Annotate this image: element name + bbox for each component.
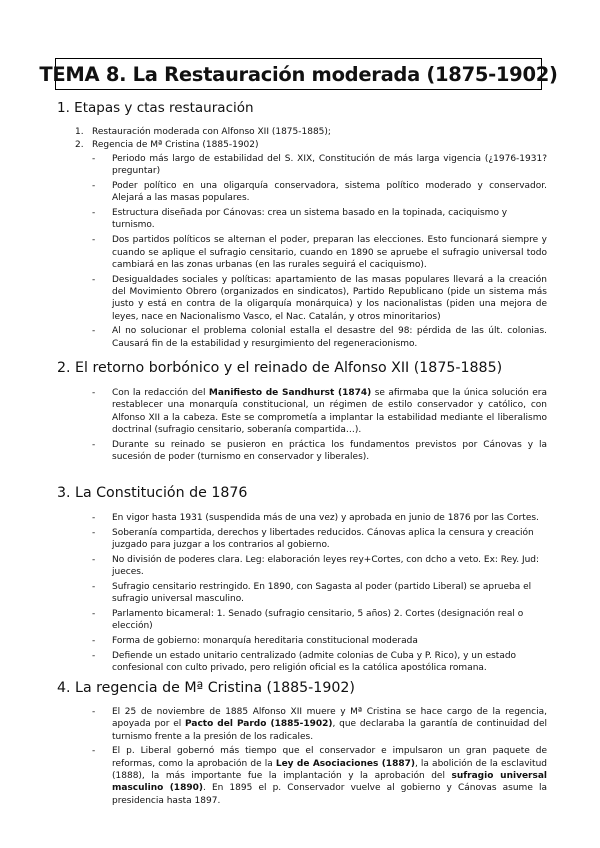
list-item: - En vigor hasta 1931 (suspendida más de una vez) y aprobada en junio de 1876 por las Cortes.	[92, 512, 547, 524]
list-item: - Desigualdades sociales y políticas: apartamiento de las masas populares llevará a la creación del Movimiento Obrero (organizados en sindicatos), Partido Republicano (pide un sistema más justo y está en contra de la oligarquía monárquica) y los nacionalistas (piden una mejora de leyes, nace en Nacionalismo Vasco, el Nac. Catalán, y otros minoritarios)	[92, 274, 547, 323]
list-item: - Parlamento bicameral: 1. Senado (sufragio censitario, 5 años) 2. Cortes (designación real o elección)	[92, 608, 547, 633]
list-item: - Con la redacción del Manifiesto de Sandhurst (1874) se afirmaba que la única solución era restablecer una monarquía constitucional, un régimen de estilo conservador y católico, con Alfonso XII a la cabeza. Este se comprometía a implantar la estabilidad mediante el liberalismo doctrinal (sufragio censitario, soberanía compartida…).	[92, 387, 547, 436]
list-item: - No división de poderes clara. Leg: elaboración leyes rey+Cortes, con dcho a veto. Ex: Rey. Jud: jueces.	[92, 554, 547, 579]
list-item: - Sufragio censitario restringido. En 1890, con Sagasta al poder (partido Liberal) se aprueba el sufragio universal masculino.	[92, 581, 547, 606]
list-item: 2. Regencia de Mª Cristina (1885-1902)	[75, 139, 259, 150]
section-3-bullets	[92, 512, 547, 677]
list-item: - Estructura diseñada por Cánovas: crea un sistema basado en la topinada, caciquismo y turnismo.	[92, 207, 547, 232]
title-box	[39, 58, 558, 90]
page-title: TEMA 8. La Restauración moderada (1875-1902)	[39, 62, 558, 86]
list-item: - Forma de gobierno: monarquía hereditaria constitucional moderada	[92, 635, 547, 647]
list-item: - Soberanía compartida, derechos y libertades reducidos. Cánovas aplica la censura y creación juzgado para juzgar a los contrarios al gobierno.	[92, 527, 547, 552]
section-2-bullets	[92, 387, 547, 466]
section-1-bullets	[92, 153, 547, 352]
section-1-numbered-list	[75, 126, 331, 151]
list-item: - Durante su reinado se pusieron en práctica los fundamentos previstos por Cánovas y la sucesión de poder (turnismo en conservador y liberales).	[92, 439, 547, 464]
section-4-bullets	[92, 706, 547, 809]
section-3-heading: 3. La Constitución de 1876	[57, 485, 248, 501]
list-item: - Dos partidos políticos se alternan el poder, preparan las elecciones. Esto funcionará siempre y cuando se aplique el sufragio censitario, cuando en 1890 se apruebe el sufragio universal todo cambiará en las zonas urbanas (en las rurales seguirá el caciquismo).	[92, 234, 547, 271]
list-item: - El 25 de noviembre de 1885 Alfonso XII muere y Mª Cristina se hace cargo de la regencia, apoyada por el Pacto del Pardo (1885-1902), que declaraba la garantía de continuidad del turnismo frente a la presión de los radicales.	[92, 706, 547, 743]
list-item: - Defiende un estado unitario centralizado (admite colonias de Cuba y P. Rico), y un estado confesional con culto privado, pero religión oficial es la católica apostólica romana.	[92, 650, 547, 675]
list-item: - Al no solucionar el problema colonial estalla el desastre del 98: pérdida de las últ. colonias. Causará fin de la estabilidad y resurgimiento del regeneracionismo.	[92, 325, 547, 350]
list-item: 1. Restauración moderada con Alfonso XII (1875-1885);	[75, 127, 331, 137]
list-item: - Periodo más largo de estabilidad del S. XIX, Constitución de más larga vigencia (¿1976-1931? preguntar)	[92, 153, 547, 178]
section-2-heading: 2. El retorno borbónico y el reinado de Alfonso XII (1875-1885)	[57, 360, 503, 376]
section-4-heading: 4. La regencia de Mª Cristina (1885-1902)	[57, 680, 355, 696]
section-1-heading: 1. Etapas y ctas restauración	[57, 100, 254, 116]
list-item: - El p. Liberal gobernó más tiempo que el conservador e impulsaron un gran paquete de reformas, como la aprobación de la Ley de Asociaciones (1887), la abolición de la esclavitud (1888), la más importante fue la implantación y la aprobación del sufragio universal masculino (1890). En 1895 el p. Conservador vuelve al gobierno y Cánovas asume la presidencia hasta 1897.	[92, 745, 547, 806]
list-item: - Poder político en una oligarquía conservadora, sistema político moderado y conservador. Alejará a las masas populares.	[92, 180, 547, 205]
